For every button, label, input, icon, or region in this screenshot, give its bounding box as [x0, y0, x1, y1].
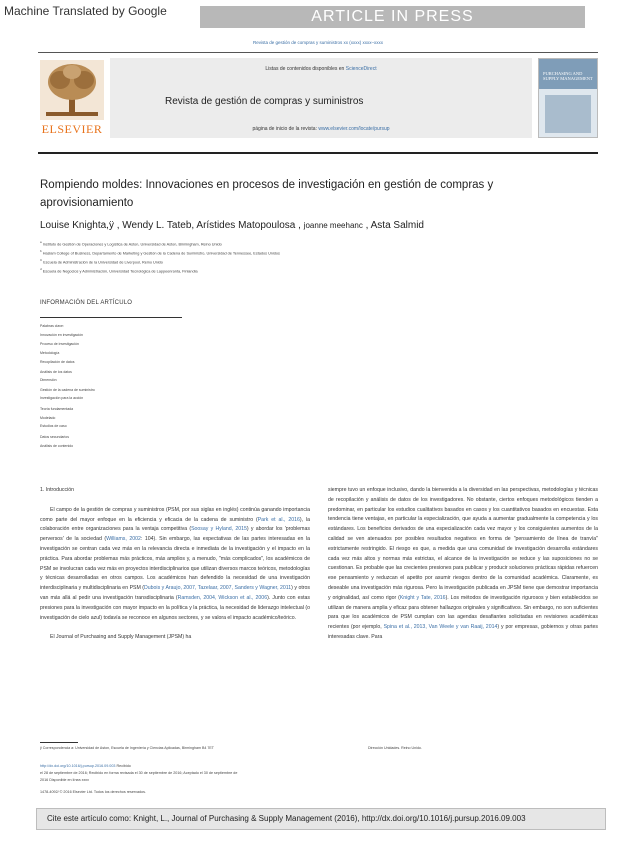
received-line: el 28 de septiembre de 2016; Recibido en forma revisada el 30 de septiembre de 2016; Aceptado el 30 de septiembre de	[40, 771, 238, 775]
contents-lists-line: Listas de contenidos disponibles en ScienceDirect	[265, 66, 377, 72]
journal-cover-thumbnail	[538, 58, 598, 138]
keyword-item: Teoría fundamentada	[40, 407, 74, 411]
publisher-logo-text: ELSEVIER	[41, 122, 103, 136]
keyword-item: Recopilación de datos	[40, 360, 75, 364]
keyword-item: Estudios de caso	[40, 424, 67, 428]
authors-main: Louise Knighta,ÿ , Wendy L. Tateb, Arístides Matopoulosa ,	[40, 220, 301, 231]
keyword-item: Análisis de los datos	[40, 370, 72, 374]
citation-box: Cite este artículo como: Knight, L., Journal of Purchasing & Supply Management (2016), http://dx.doi.org/10.1016/j.pursup.2016.09.003	[36, 808, 606, 830]
machine-translated-label: Machine Translated by Google	[4, 4, 167, 18]
copyright-line: 1478-4092/ © 2016 Elsevier Ltd. Todos los derechos reservados.	[40, 790, 146, 794]
elsevier-tree-icon	[40, 60, 104, 120]
keyword-item: Modelado	[40, 416, 56, 420]
keyword-item: Datos secundarios	[40, 435, 69, 439]
keyword-item: Proceso de investigación	[40, 342, 79, 346]
section-heading: 1. Introducción	[40, 487, 75, 493]
keyword-item: Innovación en investigación	[40, 333, 84, 337]
citation-link[interactable]: Dubois y Araujo, 2007, Tazelaar, 2007, Sanders y Wagner, 2011	[144, 585, 292, 592]
author-list	[40, 220, 424, 231]
article-info-heading: INFORMACIÓN DEL ARTÍCULO	[40, 300, 133, 306]
header-top-rule	[38, 52, 598, 53]
journal-reference[interactable]: Revista de gestión de compras y suministros xx (xxxx) xxxx–xxxx	[252, 40, 384, 45]
citation-link[interactable]: Park et al., 2016	[257, 516, 300, 523]
citation-link[interactable]: Williams, 2002	[106, 536, 141, 543]
author-salmi: , Asta Salmid	[365, 220, 424, 231]
doi-line: http://dx.doi.org/10.1016/j.pursup.2016.09.003 Recibido	[40, 764, 131, 768]
corresponding-author-note: ÿ Correspondencia a: Universidad de Aston, Escuela de Ingeniería y Ciencias Aplicadas, Birmingham B4 7ET	[40, 746, 214, 750]
keyword-item: Análisis de contenido	[40, 444, 74, 448]
intro-paragraph-2: El Journal of Purchasing and Supply Management (JPSM) ha	[50, 634, 192, 641]
right-column	[328, 486, 598, 653]
cover-title: PURCHASING AND SUPPLY MANAGEMENT	[543, 71, 593, 81]
intro-paragraph-1: El campo de la gestión de compras y suministros (PSM, por sus siglas en inglés) continúa ganando importancia como parte del mayor enfoque en la eficiencia y eficacia de la cadena de suministro (Park et al., 2016), la colaboración entre organizaciones para la ventaja competitiva (Soosay y Hyland, 2015) y abordar los 'problemas perversos' de la sociedad (Williams, 2002: 104). Sin embargo, las expectativas de las partes interesadas en la investigación se centran cada vez más en la relevancia directa e inmediata de la investigación y el impacto en la práctica. Para abordar problemas más prácticos, más amplios y, a menudo, "más complicados", los académicos de PSM se involucran cada vez más en proyectos interdisciplinarios que utilizan diversos marcos teóricos, metodologías y técnicas desarrolladas en otros campos. Los académicos han defendido la necesidad de una investigación interdisciplinaria y multidisciplinaria en PSM (Dubois y Araujo, 2007, Tazelaar, 2007, Sanders y Wagner, 2011) y otros van más allá al pedir una investigación transdisciplinaria (Ramsden, 2004, Wickson et al., 2006). Junto con estas presiones para la investigación con mayor impacto en la política y la práctica, la necesidad de liderazgo intelectual (o investigación de cielo azul) todavía se reconoce en algunos sectores, y se valora el impacto académico/teórico.	[40, 506, 311, 621]
citation-link[interactable]: Soosay y Hyland, 2015	[191, 526, 247, 533]
affiliation-c: $^C$ Escuela de Administración de la Universidad de Liverpool, Reino Unido	[40, 258, 163, 265]
keyword-item: Dimensión	[40, 378, 57, 382]
citation-link[interactable]: Knight y Tate, 2016	[399, 594, 446, 601]
doi-link[interactable]: http://dx.doi.org/10.1016/j.pursup.2016.09.003	[40, 764, 116, 768]
keyword-item: Gestión de la cadena de suministro	[40, 388, 95, 392]
keyword-item: Metodología	[40, 351, 60, 355]
online-line: 2016 Disponible en línea xxxx	[40, 778, 89, 782]
intro-paragraph-continued: siempre tuvo un enfoque inclusivo, dando la bienvenida a la diversidad en las perspectivas, metodologías y técnicas de recopilación y análisis de datos de los investigadores. No obstante, ciertos enfoques metodológicos tienden a predominar, en particular los estudios cualitativos basados en casos y los cuantitativos basados en encuestas. Esta tendencia tiene ventajas, en particular la especialización, que ayuda a aumentar gradualmente la competencia y los estándares. Los beneficios derivados de una especialización cada vez mayor y los consiguientes aumentos de la calidad se ven atenuados por posibles resultados negativos en forma de "pensamiento de línea de tranvía" estrictamente restringido. El riesgo es que, a medida que una comunidad de investigación desarrolla estándares cada vez más altos y normas más estrictas, el alcance de la investigación se reduce y las suposiciones no se cuestionan. Es probable que las crecientes presiones para publicar y producir soluciones prácticas rápidas refuercen ese pensamiento y reduzcan el apetito por asumir riesgos dentro de la comunidad académica. Claramente, es deseable una investigación más rigurosa. Pero la investigación publicada en JPSM tiene que demostrar importancia y originalidad, así como rigor (Knight y Tate, 2016). Los métodos de investigación rigurosos y bien establecidos se utilizan de manera amplia y eficaz para obtener hallazgos originales y significativos. Sin embargo, no son suficientes para que los académicos de PSM cumplan con las agendas desafiantes solicitadas en revisiones académicas recientes (por ejemplo, Spina et al., 2013, Van Weele y van Raaij, 2014) y por empresas, gobiernos y otras partes interesadas clave. Para	[328, 487, 598, 640]
footnote-rule	[40, 742, 78, 743]
affiliation-d: $^d$ Escuela de Negocios y Administración, Universidad Tecnológica de Lappeenranta, Finlandia	[40, 267, 198, 274]
article-in-press-banner: ARTICLE IN PRESS	[200, 6, 585, 28]
keywords-label: Palabras clave:	[40, 324, 64, 328]
keyword-item: Investigación para la acción	[40, 396, 84, 400]
journal-homepage-line: página de inicio de la revista: www.elsevier.com/locate/pursup	[252, 126, 390, 132]
sciencedirect-link[interactable]: ScienceDirect	[345, 66, 377, 72]
article-title: Rompiendo moldes: Innovaciones en procesos de investigación en gestión de compras y aprovisionamiento	[40, 179, 494, 209]
email-note: Dirección Unidades. Reino Unido.	[368, 746, 422, 750]
affiliation-a: $^a$ Instituto de Gestión de Operaciones y Logística de Aston, Universidad de Aston, Birmingham, Reino Unido	[40, 240, 222, 247]
header-bottom-rule	[38, 152, 598, 154]
author-meehan: joanne meehanc	[303, 221, 363, 230]
left-column	[40, 486, 310, 653]
cover-image	[545, 95, 591, 133]
citation-link[interactable]: Ramsden, 2004, Wickson et al., 2006	[177, 594, 268, 601]
affiliation-b: $^b$ Haslam College of Business, Departamento de Marketing y Gestión de la Cadena de Suministro, Universidad de Tennessee, Estados Unidos	[40, 249, 280, 256]
article-info-rule	[40, 317, 182, 318]
journal-homepage-link[interactable]: www.elsevier.com/locate/pursup	[318, 126, 390, 132]
citation-link[interactable]: Spina et al., 2013, Van Weele y van Raaij, 2014	[383, 624, 498, 631]
journal-title: Revista de gestión de compras y suministros	[165, 96, 364, 107]
